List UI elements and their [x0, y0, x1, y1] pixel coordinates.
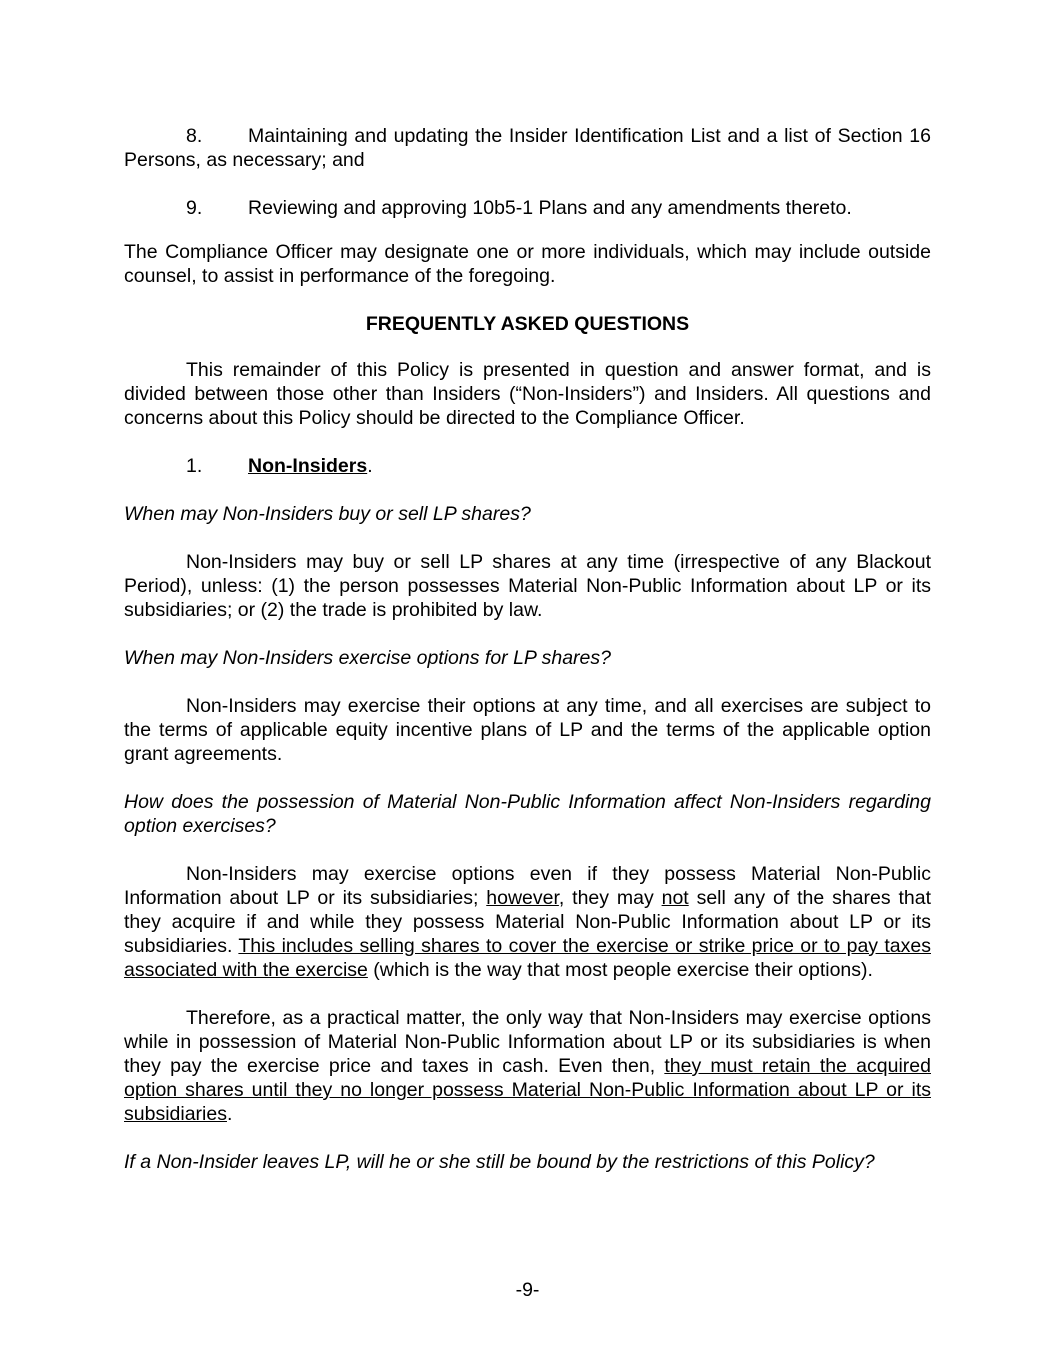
list-number: 9.: [186, 197, 203, 219]
answer-text: (which is the way that most people exercise their options).: [367, 959, 873, 981]
section-heading-non-insiders: [124, 454, 931, 478]
list-item-9: [124, 196, 931, 220]
question-1: When may Non-Insiders buy or sell LP shares?: [124, 503, 531, 525]
list-text: Maintaining and updating the Insider Identification List and a list of Section 16 Persons, as necessary; and: [124, 125, 931, 171]
question-4: If a Non-Insider leaves LP, will he or she still be bound by the restrictions of this Policy?: [124, 1151, 875, 1173]
list-item-8: [124, 124, 931, 172]
section-title: Non-Insiders: [248, 455, 368, 477]
answer-text: sell any of the shares that they acquire if and while they possess Material Non-Public Information about LP or its subsidiaries.: [124, 887, 931, 957]
answer-text: Therefore, as a practical matter, the only way that Non-Insiders may exercise options while in possession of Material Non-Public Information about LP or its subsidiaries is when they pay the exercise price and taxes in cash. Even then,: [124, 1007, 931, 1077]
answer-2: Non-Insiders may exercise their options at any time, and all exercises are subject to the terms of applicable equity incentive plans of LP and the terms of the applicable option grant agreements.: [124, 695, 931, 765]
faq-intro-paragraph: This remainder of this Policy is presented in question and answer format, and is divided between those other than Insiders (“Non-Insiders”) and Insiders. All questions and concerns about this Policy should be directed to the Compliance Officer.: [124, 359, 931, 429]
answer-text: , they may: [558, 887, 662, 909]
underlined-not: not: [661, 887, 689, 909]
answer-1: Non-Insiders may buy or sell LP shares at any time (irrespective of any Blackout Period), unless: (1) the person possesses Material Non-Public Information about LP or its subsidiaries; or (2) the trade is prohibited by law.: [124, 551, 931, 621]
faq-heading: FREQUENTLY ASKED QUESTIONS: [365, 313, 690, 335]
answer-text: .: [226, 1103, 233, 1125]
section-period: .: [367, 455, 373, 477]
answer-text: Non-Insiders may exercise options even if they possess Material Non-Public Information about LP or its subsidiaries;: [124, 863, 931, 909]
page-number: -9-: [515, 1279, 540, 1301]
answer-3-followup: [124, 1006, 931, 1126]
question-3: How does the possession of Material Non-Public Information affect Non-Insiders regarding option exercises?: [124, 791, 931, 837]
list-text: Reviewing and approving 10b5-1 Plans and any amendments thereto.: [248, 197, 852, 219]
designate-paragraph: The Compliance Officer may designate one or more individuals, which may include outside counsel, to assist in performance of the foregoing.: [124, 241, 931, 287]
underlined-clause: This includes selling shares to cover the exercise or strike price or to pay taxes associated with the exercise: [124, 935, 931, 981]
answer-3: [124, 862, 931, 982]
underlined-however: however: [486, 887, 559, 909]
list-number: 8.: [186, 125, 203, 147]
section-number: 1.: [186, 455, 203, 477]
question-2: When may Non-Insiders exercise options for LP shares?: [124, 647, 611, 669]
underlined-clause: they must retain the acquired option shares until they no longer possess Material Non-Public Information about LP or its subsidiaries: [124, 1055, 931, 1125]
page-content: [124, 124, 931, 1174]
